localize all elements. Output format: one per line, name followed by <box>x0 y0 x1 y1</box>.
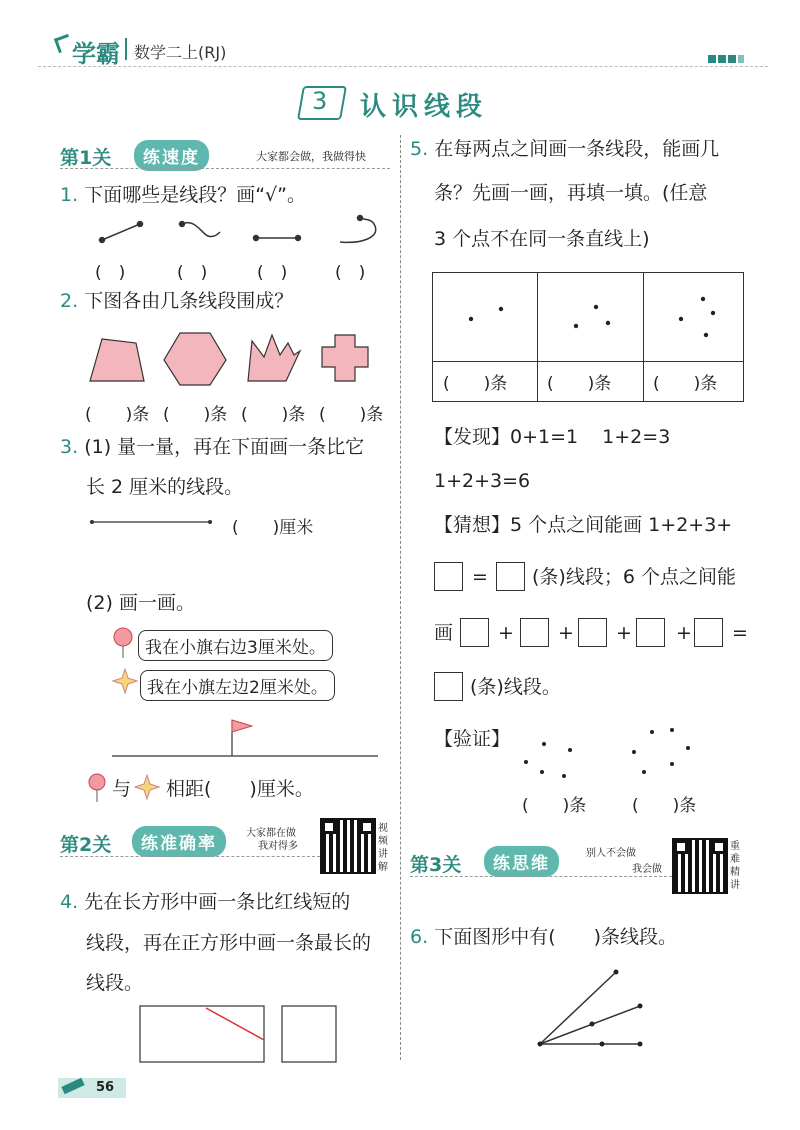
q5-line3: 3 个点不在同一条直线上) <box>434 228 650 250</box>
q5 <box>410 140 719 159</box>
q1-figures <box>90 212 390 257</box>
tips-label: 重难精讲 <box>730 841 740 891</box>
find-eq1: 0+1=1 <box>510 426 579 448</box>
dots-answer[interactable]: ( )条 <box>653 374 718 394</box>
section-pill: 练思维 <box>484 846 559 877</box>
plus-sign: + <box>676 622 692 644</box>
page-number: 56 <box>96 1080 115 1095</box>
q6-text[interactable]: 下面图形中有( )条线段。 <box>434 926 678 948</box>
book-subtitle: 数学二上(RJ) <box>134 43 227 62</box>
q2-answer[interactable]: ( )条 <box>319 405 384 425</box>
q4-line1: 先在长方形中画一条比红线短的 <box>84 891 351 913</box>
guess-text-3: (条)线段。 <box>470 676 561 698</box>
section-label: 第2关 <box>60 834 112 856</box>
pencil-icon <box>61 1078 84 1095</box>
dots-table <box>432 272 744 402</box>
flag-line <box>110 712 380 762</box>
qr-code[interactable] <box>674 840 726 892</box>
flag-icon <box>232 720 252 732</box>
plus-sign: + <box>558 622 574 644</box>
q3 <box>60 438 364 457</box>
find-label: 【发现】 <box>434 426 511 448</box>
section-underline <box>60 168 390 169</box>
answer-box[interactable] <box>694 618 723 647</box>
rectangle <box>140 1006 264 1062</box>
section-3-header <box>410 840 745 896</box>
section-slogan: 别人不会做 <box>586 848 636 859</box>
q6 <box>410 928 677 947</box>
q1-number: 1. <box>60 184 79 206</box>
speech-bubble-balloon: 我在小旗右边3厘米处。 <box>138 630 333 661</box>
q3-distance[interactable]: 相距( )厘米。 <box>166 778 314 800</box>
q3-part1-cont: 长 2 厘米的线段。 <box>86 476 244 498</box>
answer-box[interactable] <box>578 618 607 647</box>
q1-blank[interactable]: ( ) <box>177 263 208 283</box>
find-eq2: 1+2=3 <box>602 426 671 448</box>
q2 <box>60 292 293 311</box>
q5-line2: 条？先画一画，再填一填。(任意 <box>434 182 708 204</box>
q1-text: 下面哪些是线段？画“√”。 <box>84 184 306 206</box>
quadrilateral-shape <box>90 339 144 381</box>
header <box>38 22 768 72</box>
section-slogan: 我对得多 <box>258 841 298 852</box>
answer-box[interactable] <box>434 672 463 701</box>
guess-line <box>434 516 732 535</box>
star-icon <box>112 668 138 694</box>
segment-figure-2 <box>254 236 301 241</box>
q1-blank[interactable]: ( ) <box>335 263 366 283</box>
unit-number: 3 <box>312 87 328 115</box>
dots-answer[interactable]: ( )条 <box>443 374 508 394</box>
divider <box>125 38 127 60</box>
star-icon-small <box>134 774 160 800</box>
arc-figure <box>340 216 376 243</box>
q2-text: 下图各由几条线段围成？ <box>84 290 294 312</box>
q4 <box>60 893 350 912</box>
zigzag-shape <box>248 335 300 381</box>
section-slogan: 我会做 <box>632 864 662 875</box>
dots-figures <box>433 273 743 361</box>
guess-text-2: (条)线段；6 个点之间能 <box>532 566 736 588</box>
q3-number: 3. <box>60 436 79 458</box>
q6-figure <box>530 962 650 1054</box>
q3-with: 与 <box>112 778 132 800</box>
equals-sign: = <box>732 622 748 644</box>
verify-dots <box>510 722 710 782</box>
cross-shape <box>322 335 368 381</box>
equals-sign: = <box>472 566 488 588</box>
answer-box[interactable] <box>460 618 489 647</box>
q3-segment <box>88 512 218 532</box>
logo: 学霸 <box>72 40 120 68</box>
verify-answer[interactable]: ( )条 <box>522 796 587 816</box>
find-eq3: 1+2+3=6 <box>434 470 531 492</box>
q4-number: 4. <box>60 891 79 913</box>
answer-box[interactable] <box>636 618 665 647</box>
verify-label: 【验证】 <box>434 728 511 750</box>
q3-part1: (1) 量一量，再在下面画一条比它 <box>84 436 365 458</box>
hexagon-shape <box>164 333 226 385</box>
draw-label: 画 <box>434 622 454 644</box>
video-label: 视频讲解 <box>378 823 388 873</box>
answer-box[interactable] <box>520 618 549 647</box>
q2-answer[interactable]: ( )条 <box>163 405 228 425</box>
q4-shapes <box>138 1004 338 1066</box>
segment-figure <box>100 222 143 243</box>
find-line <box>434 428 670 447</box>
q5-number: 5. <box>410 138 429 160</box>
balloon-icon <box>112 626 134 660</box>
answer-box[interactable] <box>496 562 525 591</box>
speech-bubble-star: 我在小旗左边2厘米处。 <box>140 670 335 701</box>
q6-number: 6. <box>410 926 429 948</box>
section-slogan: 大家都在做 <box>246 828 296 839</box>
column-divider <box>400 135 401 1060</box>
q2-answer[interactable]: ( )条 <box>85 405 150 425</box>
section-label: 第3关 <box>410 854 462 876</box>
curve-figure <box>180 222 221 237</box>
section-1-header <box>60 140 390 172</box>
section-label: 第1关 <box>60 147 112 169</box>
dots-answer[interactable]: ( )条 <box>547 374 612 394</box>
section-pill: 练准确率 <box>132 826 226 857</box>
verify-answer[interactable]: ( )条 <box>632 796 697 816</box>
header-line <box>38 66 768 69</box>
section-pill: 练速度 <box>134 140 209 171</box>
q2-answer[interactable]: ( )条 <box>241 405 306 425</box>
qr-code[interactable] <box>322 820 374 872</box>
section-slogan: 大家都会做，我做得快 <box>256 150 366 163</box>
q1-blank[interactable]: ( ) <box>257 263 288 283</box>
header-decor <box>708 48 744 67</box>
section-underline <box>410 876 672 877</box>
q5-line1: 在每两点之间画一条线段，能画几 <box>434 138 720 160</box>
section-underline <box>60 856 320 857</box>
guess-label: 【猜想】 <box>434 514 511 536</box>
q2-number: 2. <box>60 290 79 312</box>
balloon-icon-small <box>86 772 108 804</box>
q1 <box>60 186 306 205</box>
plus-sign: + <box>616 622 632 644</box>
unit-name: 认识线段 <box>360 92 489 122</box>
plus-sign: + <box>498 622 514 644</box>
q1-blank[interactable]: ( ) <box>95 263 126 283</box>
footer <box>58 1078 126 1098</box>
answer-box[interactable] <box>434 562 463 591</box>
q3-part2: (2) 画一画。 <box>86 592 195 614</box>
q4-line3: 线段。 <box>86 972 144 994</box>
guess-text: 5 个点之间能画 1+2+3+ <box>510 514 733 536</box>
section-2-header <box>60 823 390 876</box>
square <box>282 1006 336 1062</box>
logo-icon <box>54 34 73 53</box>
q2-shapes <box>80 325 400 390</box>
q4-line2: 线段，再在正方形中画一条最长的 <box>86 932 372 954</box>
q3-part1-answer[interactable]: ( )厘米 <box>232 518 314 538</box>
